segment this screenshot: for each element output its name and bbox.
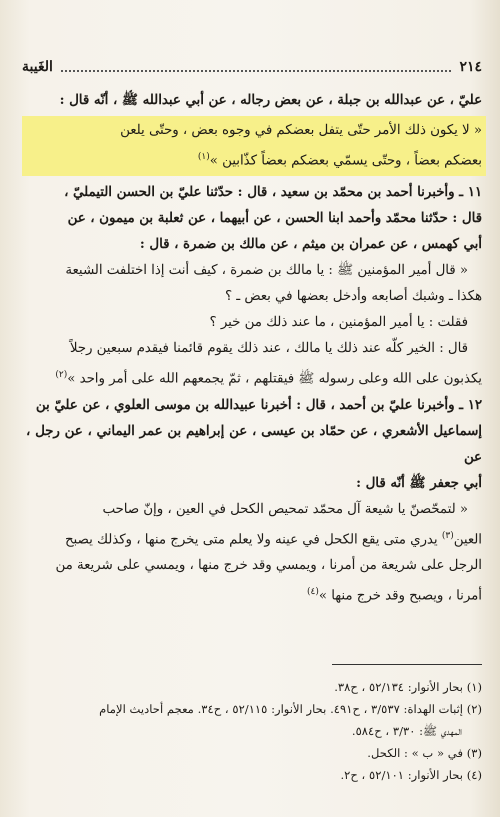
hadith-text: « لتمحّصنّ يا شيعة آل محمّد تمحيص الكحل في العين ، وإنّ صاحب <box>102 501 468 517</box>
footnote-1: (١) بحار الأنوار: ٥٢/١٣٤ ، ح٣٨. <box>334 680 482 694</box>
hadith-text-span: يدري متى يقع الكحل في عينه ولا يعلم متى يخرج منها ، وكذلك يصبح <box>64 532 442 548</box>
hadith-text <box>26 523 482 553</box>
hadith-text-span: أمرنا ، ويصبح وقد خرج منها » <box>318 588 482 604</box>
hadith-text: الرجل على شريعة من أمرنا ، ويمسي وقد خرج منها ، ويمسي على شريعة من <box>55 558 482 574</box>
hadith-11-chain: قال : حدّثنا محمّد وأحمد ابنا الحسن ، عن أبيهما ، عن ثعلبة بن ميمون ، عن <box>67 211 482 227</box>
page-number: ٢١٤ <box>459 59 482 75</box>
hadith-text: هكذا ـ وشبك أصابعه وأدخل بعضها في بعض ـ ؟ <box>225 289 482 305</box>
footnote-ref: (٣) <box>441 530 454 541</box>
chain-line: عليّ ، عن عبدالله بن جبلة ، عن بعض رجاله ، عن أبي عبدالله ﷺ ، أنّه قال : <box>59 93 482 108</box>
footnote-ref: (٤) <box>306 587 319 598</box>
hadith-text-span: العين <box>453 532 482 548</box>
main-text <box>26 88 482 610</box>
hadith-11-chain: أبي كهمس ، عن عمران بن ميثم ، عن مالك بن ضمرة ، قال : <box>139 237 482 253</box>
hadith-12-chain: أبي جعفر ﷺ أنّه قال : <box>356 475 482 491</box>
hadith-text: فقلت : يا أمير المؤمنين ، ما عند ذلك من خير ؟ <box>209 315 468 331</box>
quote-line <box>26 144 482 174</box>
running-title: الغَيبة <box>22 59 53 75</box>
header-dotted-rule <box>61 62 452 72</box>
footnote-3: (٣) في « ب » : الكحل. <box>367 746 482 760</box>
hadith-text: « قال أمير المؤمنين ﷺ : يا مالك بن ضمرة ، كيف أنت إذا اختلفت الشيعة <box>65 263 468 279</box>
footnote-2: (٢) إثبات الهداة: ٣/٥٣٧ ، ح٤٩١. بحار الأنوار: ٥٢/١١٥ ، ح٣٤. معجم أحاديث الإمام <box>99 702 482 716</box>
footnote-divider <box>332 664 482 665</box>
footnote-ref: (١) <box>197 152 210 162</box>
quote-text: بعضكم بعضاً ، وحتّى يسمّي بعضكم بعضاً كذّابين » <box>209 153 482 169</box>
footnote-ref: (٢) <box>55 370 68 381</box>
hadith-12-chain: ١٢ ـ وأخبرنا عليّ بن أحمد ، قال : أخبرنا عبيدالله بن موسى العلوي ، عن عليّ بن <box>35 397 482 413</box>
footnote-2-continued: المهدي ﷺ: ٣/٣٠ ، ح٥٨٤. <box>351 724 462 738</box>
highlighted-quote <box>22 116 486 176</box>
hadith-text: قال : الخير كلّه عند ذلك يا مالك ، عند ذلك يقوم قائمنا فيقدم سبعين رجلاً <box>69 341 468 357</box>
hadith-text <box>26 579 482 609</box>
footnotes <box>26 676 482 786</box>
hadith-12-chain: إسماعيل الأشعري ، عن حمّاد بن عيسى ، عن إبراهيم بن عمر اليماني ، عن رجل ، عن <box>26 423 482 465</box>
page-header <box>22 56 482 78</box>
hadith-text-span: يكذبون على الله وعلى رسوله ﷺ فيقتلهم ، ثمّ يجمعهم الله على أمر واحد » <box>67 371 482 387</box>
quote-line: « لا يكون ذلك الأمر حتّى يتفل بعضكم في وجوه بعض ، وحتّى يلعن <box>120 123 482 138</box>
hadith-11-chain: ١١ ـ وأخبرنا أحمد بن محمّد بن سعيد ، قال : حدّثنا عليّ بن الحسن التيمليّ ، <box>64 185 482 201</box>
footnote-4: (٤) بحار الأنوار: ٥٢/١٠١ ، ح٢. <box>340 768 482 782</box>
hadith-text <box>26 362 482 392</box>
